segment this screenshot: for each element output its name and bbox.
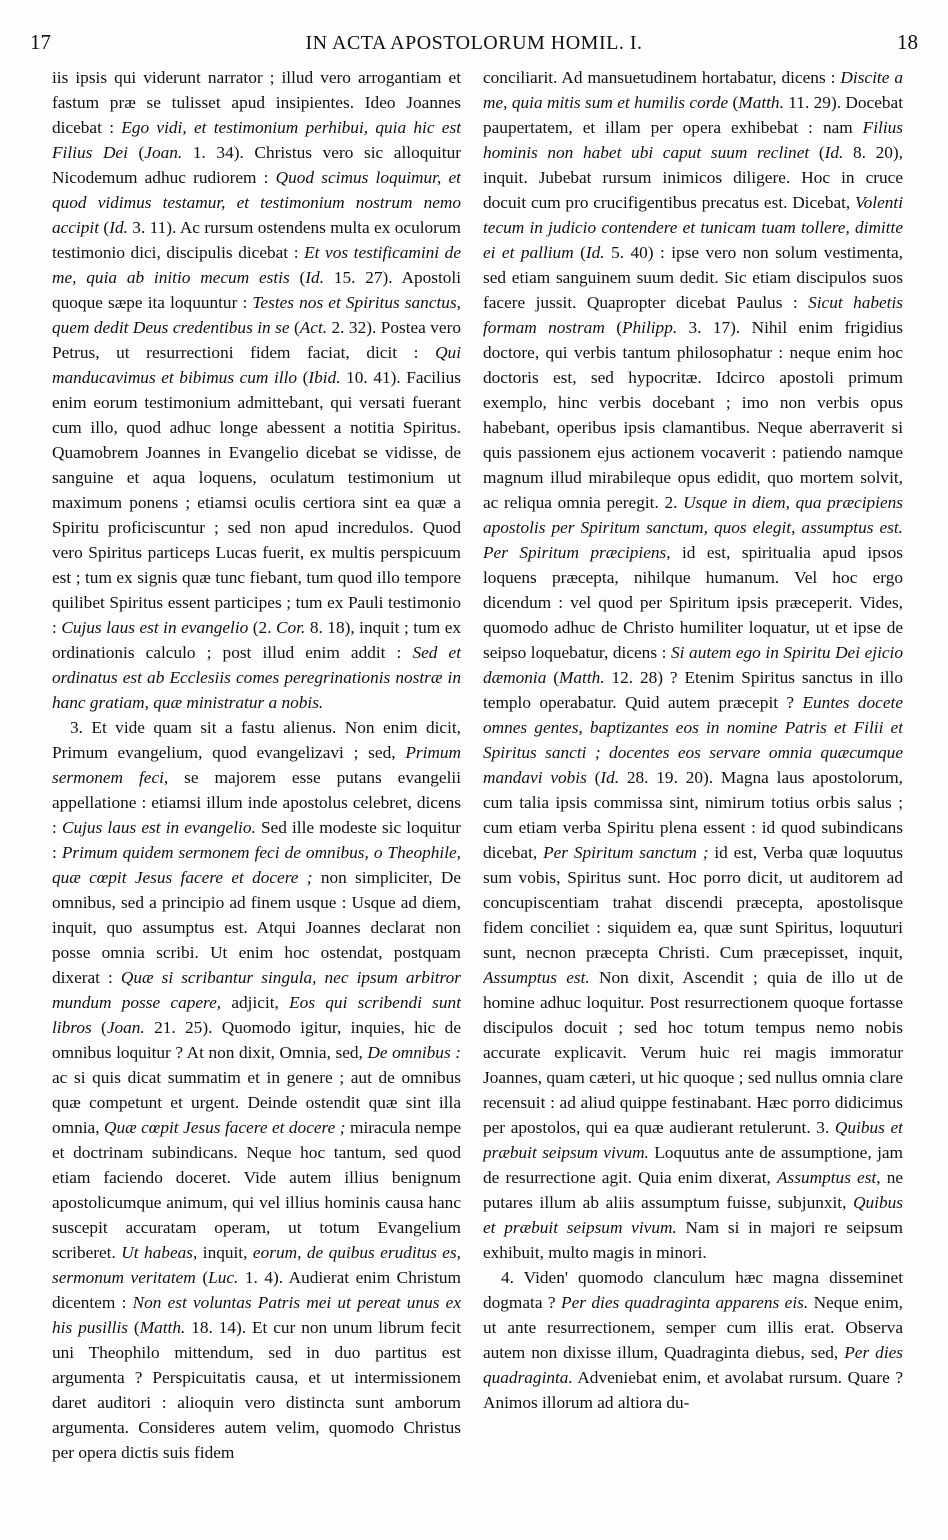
page-number-right: 18 bbox=[897, 30, 918, 54]
text-run: ( bbox=[289, 268, 306, 287]
italic-text-run: Luc. bbox=[208, 1268, 239, 1287]
text-run: Loquutus ante de assumptione, jam de resurrectione agit. Quia enim dixerat, bbox=[483, 1143, 903, 1187]
text-run: ( bbox=[586, 768, 601, 787]
italic-text-run: Primum sermonem feci bbox=[52, 743, 461, 787]
text-run: 5. 40) : ipse vero non solum vestimenta, sed etiam sanguinem suum dedit. Sic etiam discipulos suos facere jussit. Quapropter dicebat Paulus : bbox=[483, 243, 903, 312]
italic-text-run: Discite a me, quia mitis sum et humilis corde bbox=[483, 68, 903, 112]
text-run: 12. 28) ? Etenim Spiritus sanctus in illo templo operabatur. Quid autem præcepit ? bbox=[483, 668, 903, 712]
italic-text-run: Id. bbox=[585, 243, 605, 262]
italic-text-run: Qui manducavimus et bibimus cum illo bbox=[52, 343, 461, 387]
italic-text-run: Cujus laus est in evangelio bbox=[61, 618, 249, 637]
text-run: adjicit, bbox=[221, 993, 290, 1012]
italic-text-run: Ego vidi, et testimonium perhibui, quia hic est Filius Dei bbox=[52, 118, 461, 162]
italic-text-run: Assumptus est. bbox=[483, 968, 590, 987]
italic-text-run: Joan. bbox=[144, 143, 183, 162]
text-run: 3. 11). Ac rursum ostendens multa ex oculorum testimonio dici, discipulis dicebat : bbox=[52, 218, 461, 262]
text-run: 11. 29). Docebat paupertatem, et illam per opera exhibebat : nam bbox=[483, 93, 903, 137]
text-run: ( bbox=[809, 143, 825, 162]
text-run: ( bbox=[127, 143, 145, 162]
text-run: 2. 32). Postea vero Petrus, ut resurrectioni fidem faciat, dicit : bbox=[52, 318, 461, 362]
text-run: 10. 41). Facilius enim eorum testimonium admittebant, qui versati fuerant cum illo, quod adhuc longe abessent a notitia Spiritus. Quamobrem Joannes in Evangelio dicebat se vidisse, de sanguine et aqua loquens, oculatum testimonium ut maximum ponens ; etiamsi oculis certiora sint ea quæ a Spiritu proficiscuntur ; sed non apud incredulos. Quod vero Spiritus particeps Lucas fuerit, ex multis perspicuum est ; tum ex signis quæ tunc fiebant, tum quod illo tempore quilibet Spiritus essent participes ; tum ex Pauli testimonio : bbox=[52, 368, 461, 637]
text-run: 28. 19. 20). Magna laus apostolorum, cum talia ipsis commissa sint, nimirum totius orbis salus ; cum etiam verba Spiritu plena essent : id quod subindicans dicebat, bbox=[483, 768, 903, 862]
italic-text-run: Act. bbox=[299, 318, 328, 337]
text-run: ( bbox=[91, 1018, 107, 1037]
running-header bbox=[30, 30, 918, 60]
text-column-left bbox=[52, 65, 461, 1535]
text-run: ( bbox=[128, 1318, 140, 1337]
text-run: , se majorem esse putans evangelii appellatione : etiamsi illum inde apostolus celebret, dicens : bbox=[52, 768, 461, 837]
italic-text-run: Et vos testificamini de me, quia ab initio mecum estis bbox=[52, 243, 461, 287]
running-head-title: IN ACTA APOSTOLORUM HOMIL. I. bbox=[305, 32, 643, 54]
italic-text-run: Quibus et præbuit seipsum vivum. bbox=[483, 1193, 903, 1237]
italic-text-run: Id. bbox=[600, 768, 620, 787]
italic-text-run: Sed et ordinatus est ab Ecclesiis comes peregrinationis nostræ in hanc gratiam, quæ ministratur a nobis. bbox=[52, 643, 461, 712]
italic-text-run: Joan. bbox=[106, 1018, 145, 1037]
italic-text-run: Cor. bbox=[276, 618, 306, 637]
italic-text-run: Quæ cœpit Jesus facere et docere ; bbox=[104, 1118, 346, 1137]
text-run: ( bbox=[728, 93, 739, 112]
italic-text-run: Usque in diem, qua præcipiens apostolis per Spiritum sanctum, quos elegit, assumptus est. Per Spiritum præcipiens, bbox=[483, 493, 903, 562]
text-run: ( bbox=[289, 318, 300, 337]
text-run: Nam si in majori re seipsum exhibuit, multo magis in minori. bbox=[483, 1218, 903, 1262]
text-run: 18. 14). Et cur non unum librum fecit uni Theophilo mittendum, sed in duo partitus est argumenta ? Perspicuitatis causa, et ut intermissionem daret auditori : alioquin vero distincta sunt amborum argumenta. Consideres autem velim, quomodo Christus per opera dictis suis fidem bbox=[52, 1318, 461, 1462]
text-run: 1. 4). Audierat enim Christum dicentem : bbox=[52, 1268, 461, 1312]
text-run: ( bbox=[546, 668, 560, 687]
text-run: , ne putares illum ab aliis assumptum fuisse, subjunxit, bbox=[483, 1168, 903, 1212]
text-run: ( bbox=[99, 218, 110, 237]
italic-text-run: Per dies quadraginta. bbox=[483, 1343, 903, 1387]
text-run: 3. Et vide quam sit a fastu alienus. Non enim dicit, Primum evangelium, quod evangelizavi ; sed, bbox=[52, 718, 461, 762]
text-run: id est, spiritualia apud ipsos loquens præcepta, nihilque humanum. Vel hoc ergo dicendum : vel quod per Spiritum ipsis præceperit. Vides, quomodo adhuc de Christo humiliter loquatur, ut et ipse de seipso loquebatur, dicens : bbox=[483, 543, 903, 662]
italic-text-run: Ut habeas bbox=[121, 1243, 193, 1262]
text-run: ( bbox=[604, 318, 622, 337]
paragraph bbox=[52, 715, 461, 1465]
italic-text-run: Ibid. bbox=[308, 368, 341, 387]
italic-text-run: Philipp. bbox=[621, 318, 678, 337]
italic-text-run: Volenti tecum in judicio contendere et tunicam tuam tollere, dimitte ei et pallium bbox=[483, 193, 903, 262]
text-run: 3. 17). Nihil enim frigidius doctore, qui verbis tantum philosophatur : neque enim hoc doctoris est, sed hypocritæ. Idcirco apostoli primum exemplo, hinc verbis docebant ; imo non verbis opus habebant, operibus ipsis clamantibus. Neque aberraverit si quis passionem ejus actionem vocaverit : patiendo namque magnum illud mirabileque opus edidit, quo mortem solvit, ac reliqua omnia peregit. 2. bbox=[483, 318, 903, 512]
italic-text-run: De omnibus : bbox=[367, 1043, 461, 1062]
text-run: 15. 27). Apostoli quoque sæpe ita loquuntur : bbox=[52, 268, 461, 312]
paragraph bbox=[483, 1265, 903, 1415]
page-number-left: 17 bbox=[30, 30, 51, 54]
text-run: Neque enim, ut ante resurrectionem, semper cum illis erat. Observa autem non dixisse illum, Quadraginta diebus, sed, bbox=[483, 1293, 903, 1362]
italic-text-run: Assumptus est bbox=[776, 1168, 877, 1187]
text-run: ac si quis dicat summatim et in genere ; aut de omnibus quæ competunt et urgent. Deinde ostendit quæ sint illa omnia, bbox=[52, 1068, 461, 1137]
italic-text-run: Filius hominis non habet ubi caput suum reclinet bbox=[483, 118, 903, 162]
text-run: Adveniebat enim, et avolabat rursum. Quare ? Animos illorum ad altiora du- bbox=[483, 1368, 903, 1412]
text-run: 8. 20), inquit. Jubebat rursum inimicos diligere. Hoc in cruce docuit cum pro crucifigentibus precatus est. Dicebat, bbox=[483, 143, 903, 212]
italic-text-run: Non est voluntas Patris mei ut pereat unus ex his pusillis bbox=[52, 1293, 461, 1337]
text-run: , inquit, bbox=[193, 1243, 253, 1262]
text-run: ( bbox=[297, 368, 309, 387]
text-run: ( bbox=[195, 1268, 209, 1287]
italic-text-run: Matth. bbox=[738, 93, 784, 112]
italic-text-run: Matth. bbox=[559, 668, 605, 687]
paragraph bbox=[52, 65, 461, 715]
italic-text-run: Id. bbox=[824, 143, 844, 162]
italic-text-run: Per dies quadraginta apparens eis. bbox=[561, 1293, 809, 1312]
text-run: non simpliciter, De omnibus, sed a principio ad finem usque : Usque ad diem, inquit, quo assumptus est. Atqui Joannes declarat non posse omnia scribi. Ut enim hoc ostendat, postquam dixerat : bbox=[52, 868, 461, 987]
italic-text-run: Sicut habetis formam nostram bbox=[483, 293, 903, 337]
text-run: conciliarit. Ad mansuetudinem hortabatur, dicens : bbox=[483, 68, 841, 87]
italic-text-run: Quibus et præbuit seipsum vivum. bbox=[483, 1118, 903, 1162]
text-run: 8. 18), inquit ; tum ex ordinationis calculo ; post illud enim addit : bbox=[52, 618, 461, 662]
text-run: 21. 25). Quomodo igitur, inquies, hic de omnibus loquitur ? At non dixit, Omnia, sed, bbox=[52, 1018, 461, 1062]
italic-text-run: Quæ si scribantur singula, nec ipsum arbitror mundum posse capere, bbox=[52, 968, 461, 1012]
italic-text-run: Cujus laus est in evangelio. bbox=[61, 818, 256, 837]
text-run: (2. bbox=[248, 618, 277, 637]
text-column-right bbox=[483, 65, 903, 1535]
italic-text-run: Testes nos et Spiritus sanctus, quem dedit Deus credentibus in se bbox=[52, 293, 461, 337]
text-run: 4. Viden' quomodo clanculum hæc magna disseminet dogmata ? bbox=[483, 1268, 903, 1312]
italic-text-run: Id. bbox=[305, 268, 325, 287]
italic-text-run: Primum quidem sermonem feci de omnibus, o Theophile, quæ cœpit Jesus facere et docere ; bbox=[52, 843, 461, 887]
italic-text-run: Per Spiritum sanctum ; bbox=[543, 843, 709, 862]
text-run: id est, Verba quæ loquutus sum vobis, Spiritus sunt. Hoc porro dicit, ut auditorem ad concupiscentiam trahat discendi præcepta, apostolisque fidem conciliet : siquidem ea, quæ sunt Spiritus, loquuturi sunt, necnon præcepta Christi. Cum præcepisset, inquit, bbox=[483, 843, 903, 962]
italic-text-run: Euntes docete omnes gentes, baptizantes eos in nomine Patris et Filii et Spiritus sancti ; docentes eos servare omnia quæcumque mandavi vobis bbox=[483, 693, 903, 787]
italic-text-run: Si autem ego in Spiritu Dei ejicio dæmonia bbox=[483, 643, 903, 687]
text-run: iis ipsis qui viderunt narrator ; illud vero arrogantiam et fastum præ se tulisset apud insipientes. Ideo Joannes dicebat : bbox=[52, 68, 461, 137]
text-run: 1. 34). Christus vero sic alloquitur Nicodemum adhuc rudiorem : bbox=[52, 143, 461, 187]
text-run: miracula nempe et doctrinam subindicans. Neque hoc tantum, sed quod etiam faciendo doceret. Vide autem illius benignum apostolicumque animum, qui vel illius hominis causa hanc suscepit accuratam operam, ut totum Evangelium scriberet. bbox=[52, 1118, 461, 1262]
italic-text-run: eorum, de quibus eruditus es, sermonum veritatem bbox=[52, 1243, 461, 1287]
paragraph bbox=[483, 65, 903, 1265]
text-run: Sed ille modeste sic loquitur : bbox=[52, 818, 461, 862]
italic-text-run: Id. bbox=[109, 218, 128, 237]
text-run: Non dixit, Ascendit ; quia de illo ut de homine adhuc loquitur. Post resurrectionem quoque fortasse discipulos docuit ; sed hoc totum tempus nemo nobis accurate explicavit. Verum huic rei magis immoratur Joannes, quam cæteri, ut hic quoque ; sed nullus omnia clare recensuit : ad aliud quippe festinabant. Hæc porro didicimus per apostolos, qui ea quæ audierant retulerunt. 3. bbox=[483, 968, 903, 1137]
italic-text-run: Matth. bbox=[139, 1318, 186, 1337]
italic-text-run: Quod scimus loquimur, et quod vidimus testamur, et testimonium nostrum nemo accipit bbox=[52, 168, 461, 237]
italic-text-run: Eos qui scribendi sunt libros bbox=[52, 993, 461, 1037]
text-run: ( bbox=[573, 243, 586, 262]
